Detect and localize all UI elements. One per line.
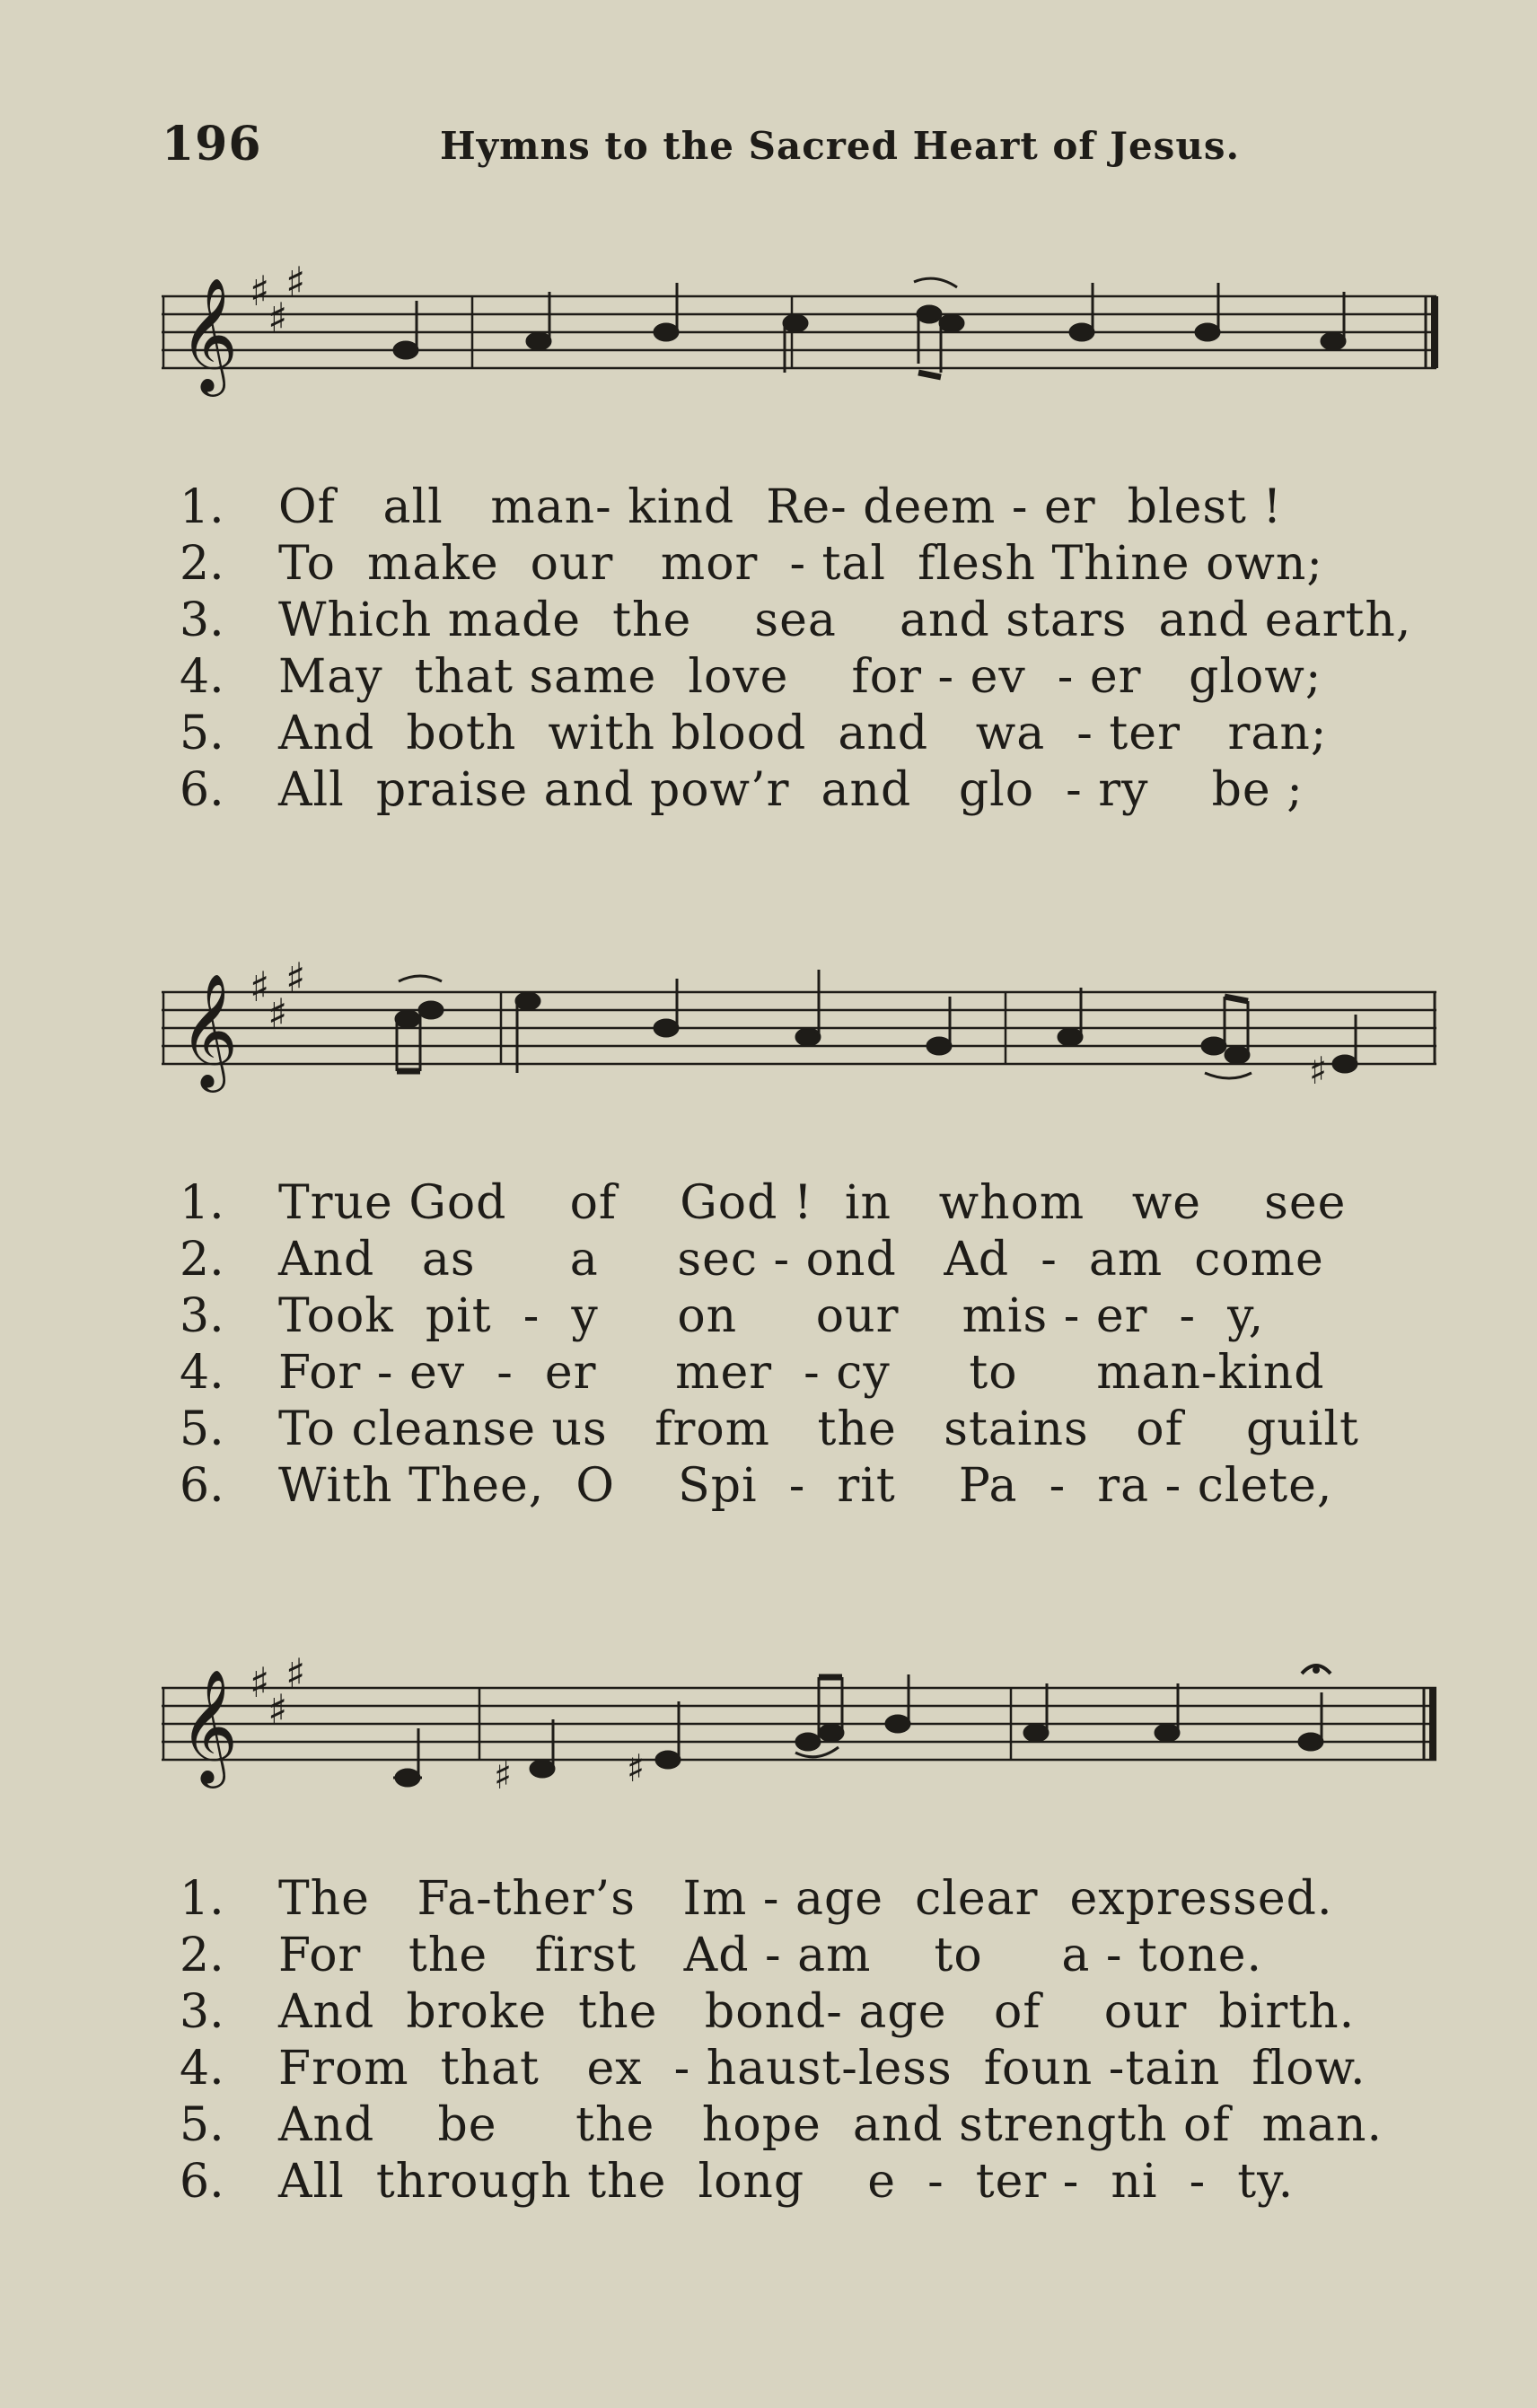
verse-line [180, 1233, 1436, 1289]
svg-text:♯: ♯ [285, 954, 306, 1002]
svg-text:♯: ♯ [250, 962, 270, 1011]
verse-line [180, 1176, 1436, 1233]
verse-number: 1. [180, 1176, 224, 1230]
lyric-text: For - ev - er mer - cy to man-kind [278, 1346, 1325, 1400]
music-staff-2 [162, 938, 1436, 1136]
music-staff-3 [162, 1634, 1436, 1832]
verse-line [180, 1929, 1436, 1985]
verse-number: 2. [180, 537, 224, 591]
svg-text:𝄞: 𝄞 [180, 972, 239, 1087]
lyric-text: Of all man- kind Re- deem - er blest ! [278, 480, 1283, 534]
lyric-text: And as a sec - ond Ad - am come [278, 1233, 1324, 1287]
verse-line [180, 593, 1436, 650]
page-header [162, 117, 1418, 171]
verse-line [180, 1459, 1436, 1516]
verse-line [180, 1872, 1436, 1929]
verse-line [180, 1402, 1436, 1459]
verse-line [180, 2042, 1436, 2098]
svg-text:♯: ♯ [1309, 1049, 1328, 1093]
verse-block-3 [180, 1872, 1436, 2211]
svg-text:♯: ♯ [268, 294, 288, 342]
verse-number: 2. [180, 1233, 224, 1287]
lyric-text: Took pit - y on our mis - er - y, [278, 1289, 1265, 1343]
verse-number: 4. [180, 1346, 224, 1400]
verse-number: 1. [180, 1872, 224, 1926]
verse-line [180, 1289, 1436, 1346]
lyric-text: True God of God ! in whom we see [278, 1176, 1347, 1230]
verse-number: 6. [180, 1459, 224, 1513]
verse-line [180, 1346, 1436, 1402]
verse-line [180, 707, 1436, 763]
verse-line [180, 2155, 1436, 2211]
verse-number: 3. [180, 1985, 224, 2039]
svg-text:♯: ♯ [494, 1753, 513, 1797]
verse-line [180, 763, 1436, 820]
verse-number: 4. [180, 2042, 224, 2096]
lyric-text: For the first Ad - am to a - tone. [278, 1929, 1263, 1982]
verse-number: 2. [180, 1929, 224, 1982]
verse-number: 3. [180, 1289, 224, 1343]
svg-text:♯: ♯ [285, 1649, 306, 1698]
verse-number: 4. [180, 650, 224, 704]
verse-number: 6. [180, 763, 224, 817]
lyric-text: All praise and pow’r and glo - ry be ; [278, 763, 1304, 817]
music-staff-1 [162, 242, 1436, 440]
svg-text:𝄞: 𝄞 [180, 277, 239, 391]
verse-number: 5. [180, 2098, 224, 2152]
verse-number: 1. [180, 480, 224, 534]
svg-text:♯: ♯ [627, 1746, 646, 1790]
running-head: Hymns to the Sacred Heart of Jesus. [440, 124, 1241, 168]
verse-line [180, 1985, 1436, 2042]
lyric-text: To make our mor - tal flesh Thine own; [278, 537, 1323, 591]
verse-line [180, 537, 1436, 593]
lyric-text: With Thee, O Spi - rit Pa - ra - clete, [278, 1459, 1333, 1513]
lyric-text: Which made the sea and stars and earth, [278, 593, 1412, 647]
verse-block-2 [180, 1176, 1436, 1516]
svg-text:♯: ♯ [268, 1685, 288, 1734]
svg-text:𝄞: 𝄞 [180, 1668, 239, 1783]
verse-number: 3. [180, 593, 224, 647]
verse-number: 6. [180, 2155, 224, 2209]
svg-text:♯: ♯ [250, 1658, 270, 1707]
verse-number: 5. [180, 1402, 224, 1456]
page-number: 196 [162, 117, 262, 171]
verse-block-1 [180, 480, 1436, 820]
lyric-text: And broke the bond- age of our birth. [278, 1985, 1356, 2039]
lyric-text: All through the long e - ter - ni - ty. [278, 2155, 1295, 2209]
verse-line [180, 480, 1436, 537]
verse-line [180, 650, 1436, 707]
lyric-text: From that ex - haust-less foun -tain flow. [278, 2042, 1366, 2096]
verse-number: 5. [180, 707, 224, 760]
lyric-text: May that same love for - ev - er glow; [278, 650, 1322, 704]
lyric-text: The Fa-ther’s Im - age clear expressed. [278, 1872, 1333, 1926]
lyric-text: And both with blood and wa - ter ran; [278, 707, 1328, 760]
svg-text:♯: ♯ [285, 258, 306, 306]
svg-text:♯: ♯ [268, 989, 288, 1038]
verse-line [180, 2098, 1436, 2155]
svg-text:♯: ♯ [250, 267, 270, 315]
lyric-text: And be the hope and strength of man. [278, 2098, 1383, 2152]
lyric-text: To cleanse us from the stains of guilt [278, 1402, 1359, 1456]
